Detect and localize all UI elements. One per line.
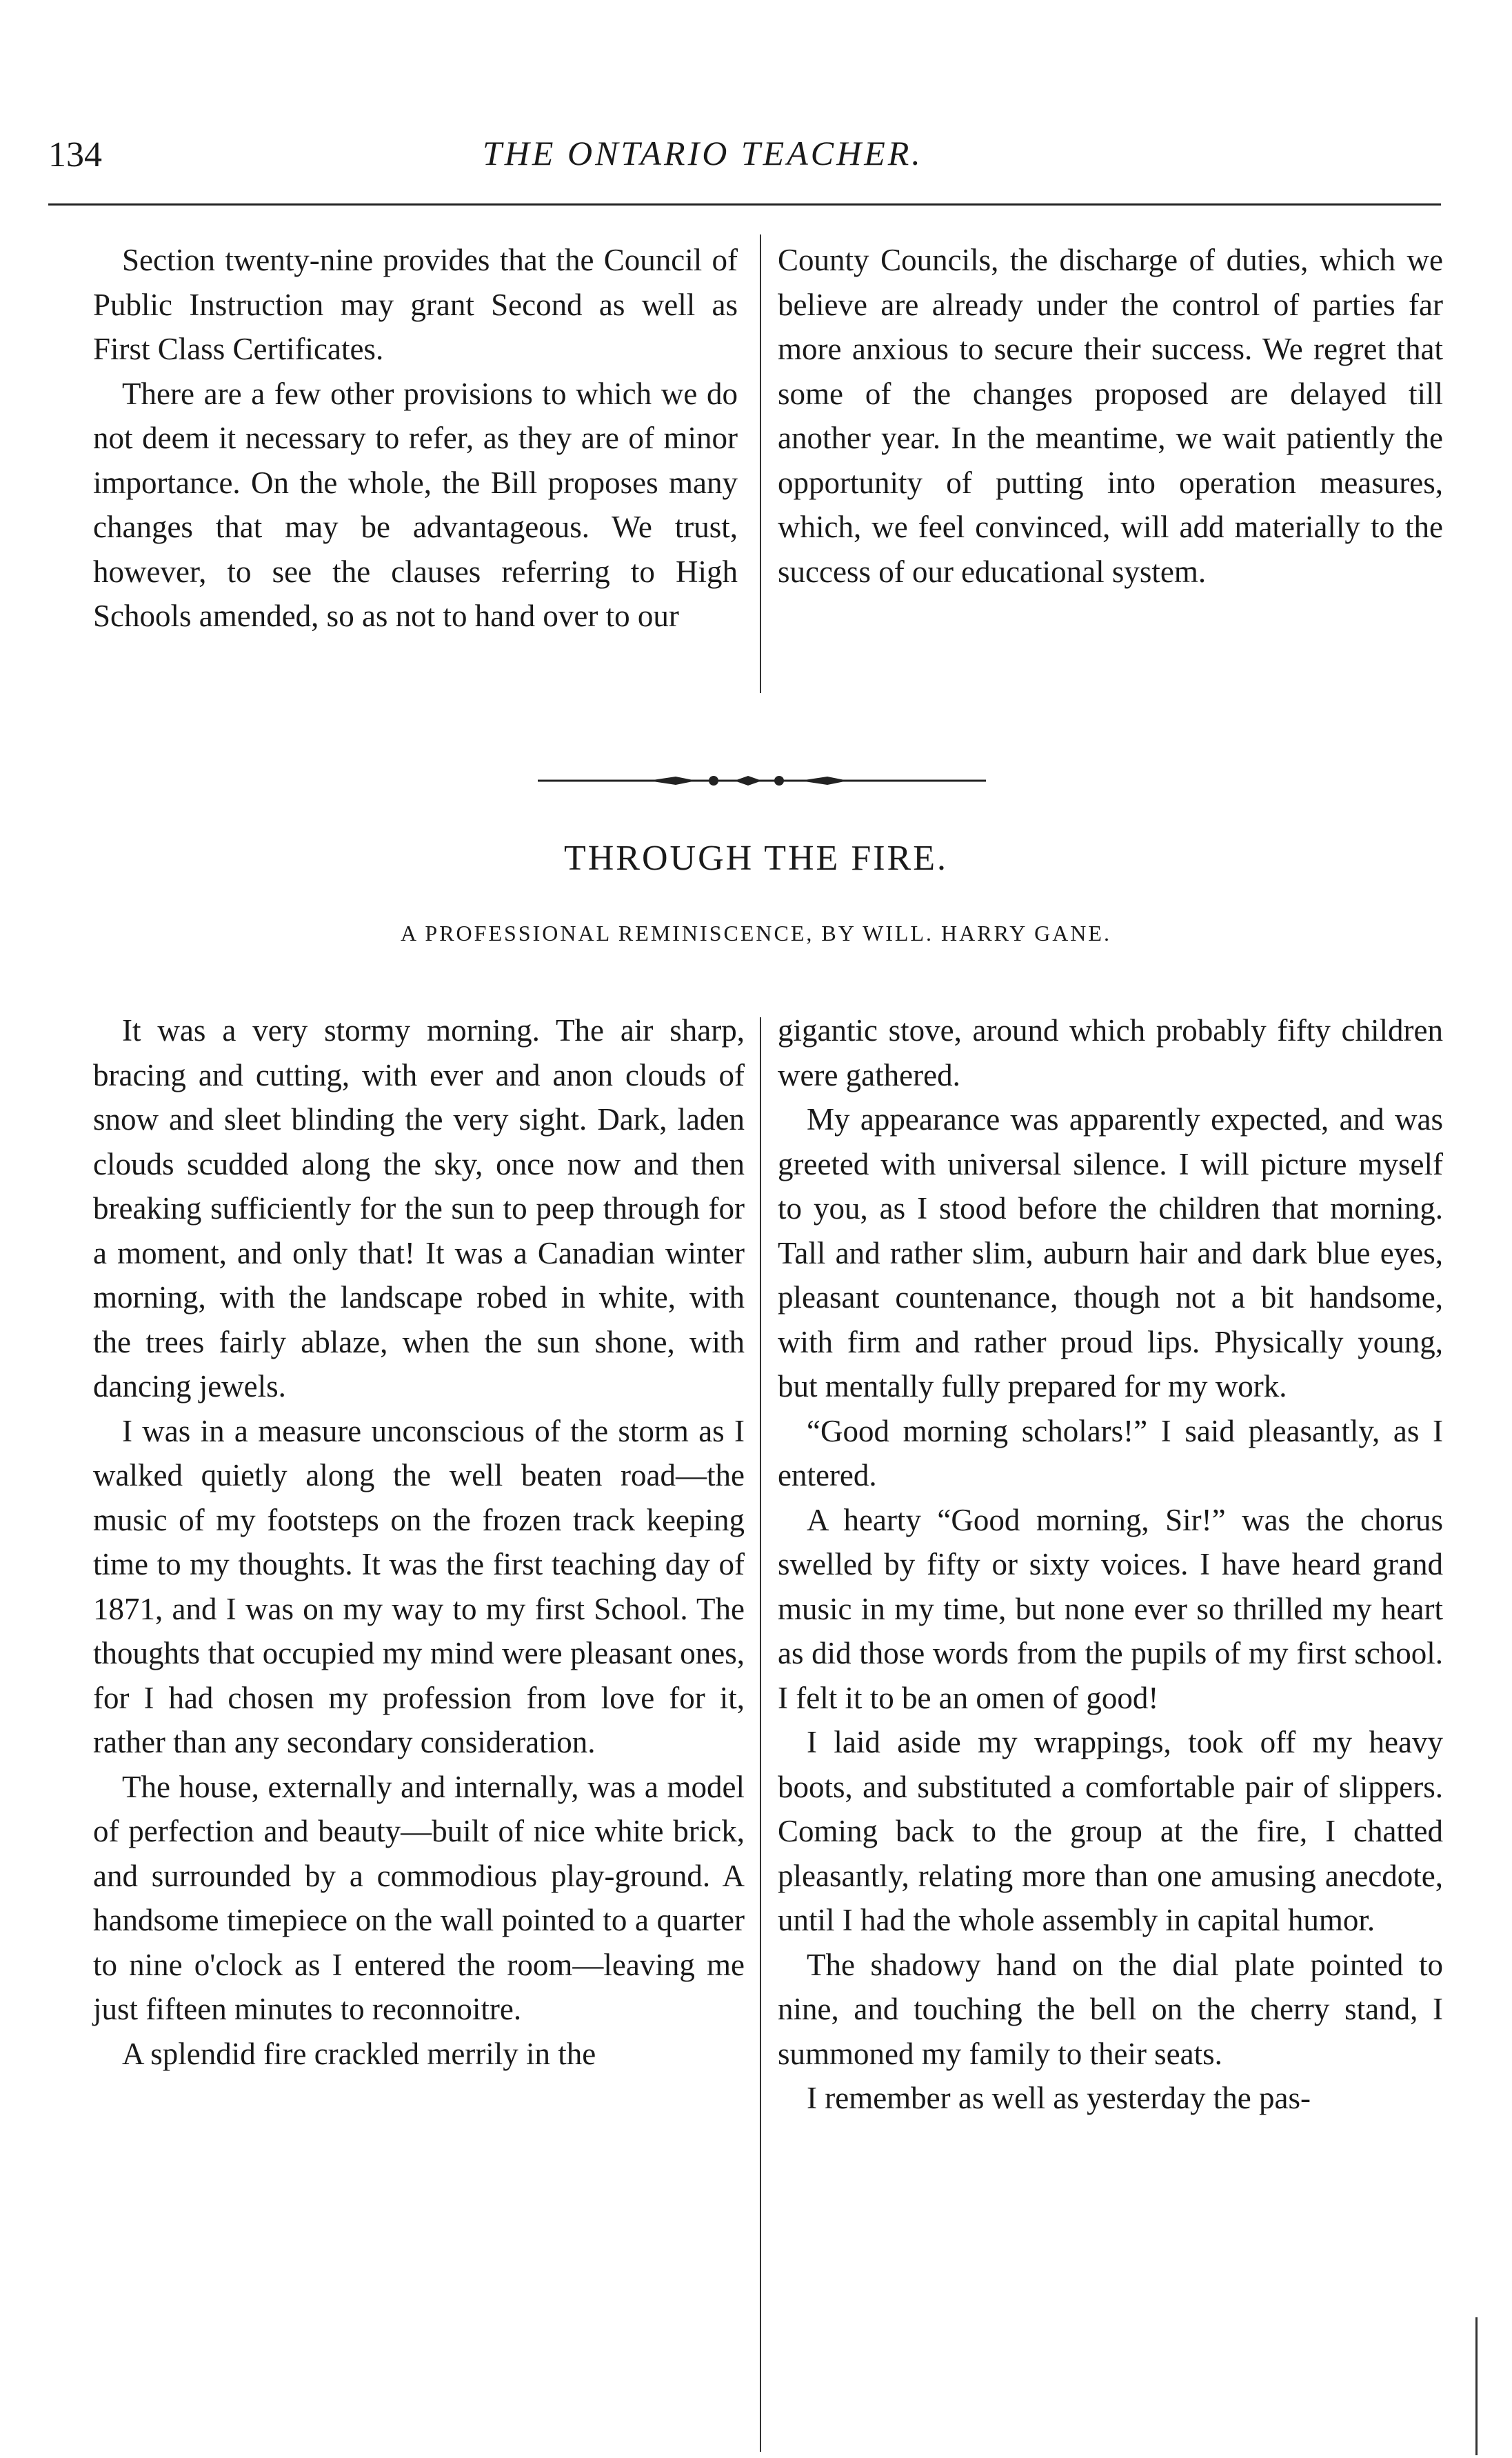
paragraph: A splendid fire crackled merrily in the (122, 2036, 596, 2071)
paragraph: My appearance was apparently expected, and was greeted with universal silence. I will picture myself to you, as I stood before the children that morning. Tall and rather slim, auburn hair and dark blue eyes, pleasant countenance, though not a bit handsome, with firm and rather proud lips. Physically young, but mentally fully prepared for my work. (778, 1102, 1443, 1403)
paragraph: I was in a measure unconscious of the storm as I walked quietly along the well beaten road—the music of my footsteps on the frozen track keeping time to my thoughts. It was the first teaching day of 1871, and I was on my way to my first School. The thoughts that occupied my mind were pleasant ones, for I had chosen my profession from love for it, rather than any secondary consideration. (93, 1413, 745, 1759)
editorial-left-column (93, 238, 738, 639)
editorial-right-column (778, 238, 1443, 594)
header-rule (48, 203, 1441, 206)
paragraph: There are a few other provisions to which we do not deem it necessary to refer, as they are of minor importance. On the whole, the Bill proposes many changes that may be advantageous. We trust, however, to see the clauses referring to High Schools amended, so as not to hand over to our (93, 376, 738, 633)
column-divider (760, 234, 761, 693)
paragraph: I laid aside my wrappings, took off my heavy boots, and substituted a comfortable pair of slippers. Coming back to the group at the fire, I chatted pleasantly, relating more than one amusing anecdote, until I had the whole assembly in capital humor. (778, 1725, 1443, 1937)
paragraph: It was a very stormy morning. The air sharp, bracing and cutting, with ever and anon clouds of snow and sleet blinding the very sight. Dark, laden clouds scudded along the sky, once now and then breaking sufficiently for the sun to peep through for a moment, and only that! It was a Canadian winter morning, with the landscape robed in white, with the trees fairly ablaze, when the sun shone, with dancing jewels. (93, 1013, 745, 1403)
paragraph: The shadowy hand on the dial plate pointed to nine, and touching the bell on the cherry stand, I summoned my family to their seats. (778, 1947, 1443, 2071)
story-left-column (93, 1008, 745, 2076)
story-right-column (778, 1008, 1443, 2121)
page-edge-mark (1475, 2317, 1478, 2455)
column-divider (760, 1017, 761, 2452)
paragraph-continuation: gigantic stove, around which probably fifty children were gathered. (778, 1013, 1443, 1092)
paragraph: I remember as well as yesterday the pas- (807, 2081, 1311, 2115)
page-number: 134 (48, 135, 102, 174)
story-title: THROUGH THE FIRE. (563, 839, 949, 878)
paragraph: Section twenty-nine provides that the Council of Public Instruction may grant Second as well as First Class Certificates. (93, 243, 738, 366)
story-byline: A PROFESSIONAL REMINISCENCE, BY WILL. HARRY GANE. (401, 921, 1111, 946)
paragraph: “Good morning scholars!” I said pleasantly, as I entered. (778, 1413, 1443, 1492)
section-ornament (538, 772, 986, 789)
paragraph: The house, externally and internally, was a model of perfection and beauty—built of nice white brick, and surrounded by a commodious play-ground. A handsome timepiece on the wall pointed to a quarter to nine o'clock as I entered the room—leaving me just fifteen minutes to reconnoitre. (93, 1769, 745, 2026)
running-title: THE ONTARIO TEACHER. (483, 134, 923, 172)
paragraph: A hearty “Good morning, Sir!” was the chorus swelled by fifty or sixty voices. I have heard grand music in my time, but none ever so thrilled my heart as did those words from the pupils of my first school. I felt it to be an omen of good! (778, 1502, 1443, 1715)
paragraph: County Councils, the discharge of duties, which we believe are already under the control of parties far more anxious to secure their success. We regret that some of the changes proposed are delayed till another year. In the meantime, we wait patiently the opportunity of putting into operation measures, which, we feel convinced, will add materially to the success of our educational system. (778, 243, 1443, 589)
